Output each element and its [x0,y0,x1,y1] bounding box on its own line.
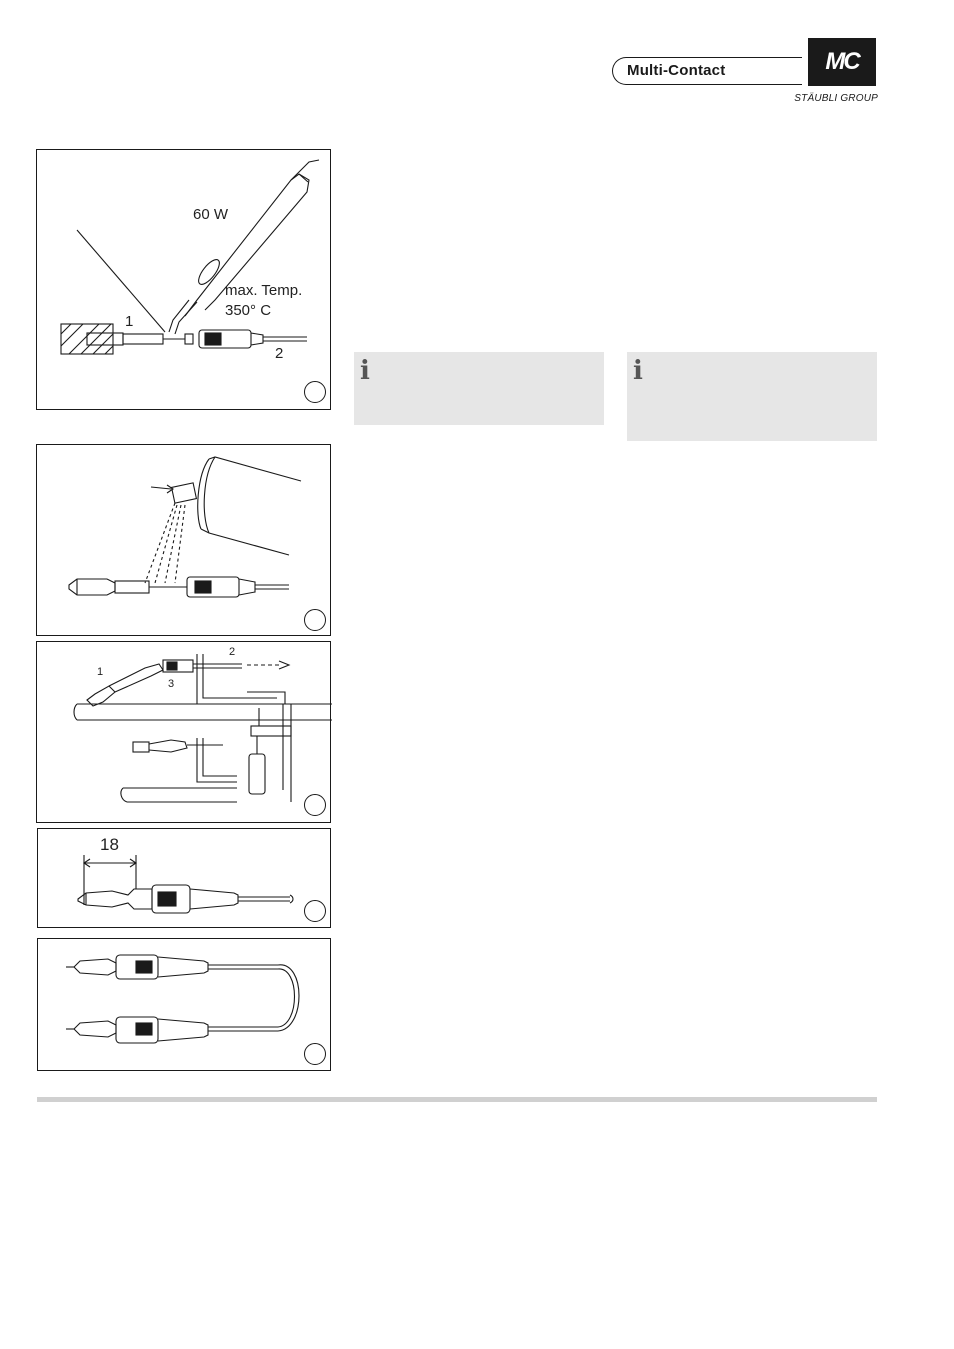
figure-dimension [37,828,331,928]
soldering-illustration [37,150,332,411]
step-number-circle [304,900,326,922]
info-box [627,352,877,441]
dimension-illustration [38,829,332,929]
part-1-label: 1 [97,666,104,678]
info-icon: i [633,356,643,386]
part-1-label: 1 [125,313,134,330]
figure-assembled-cable [37,938,331,1071]
step-number-circle [304,381,326,403]
power-label: 60 W [193,206,229,223]
mc-logo: MC [808,38,876,86]
part-3-label: 3 [168,678,175,690]
info-icon: i [360,356,370,386]
step-number-circle [304,609,326,631]
assembled-cable-illustration [38,939,332,1072]
step-number-circle [304,1043,326,1065]
clamp-illustration [37,642,332,824]
temp-value-label: 350° C [225,302,272,319]
brand-name: Multi-Contact [627,62,726,79]
figure-spray [36,444,331,636]
part-2-label: 2 [229,646,236,658]
figure-clamp [36,641,331,823]
step-number-circle [304,794,326,816]
footer-divider [37,1097,877,1102]
group-name: STÄUBLI GROUP [794,93,878,104]
max-temp-label: max. Temp. [225,282,303,299]
dimension-label: 18 [100,835,119,854]
part-2-label: 2 [275,345,284,362]
info-box [354,352,604,425]
spray-illustration [37,445,332,637]
figure-soldering [36,149,331,410]
